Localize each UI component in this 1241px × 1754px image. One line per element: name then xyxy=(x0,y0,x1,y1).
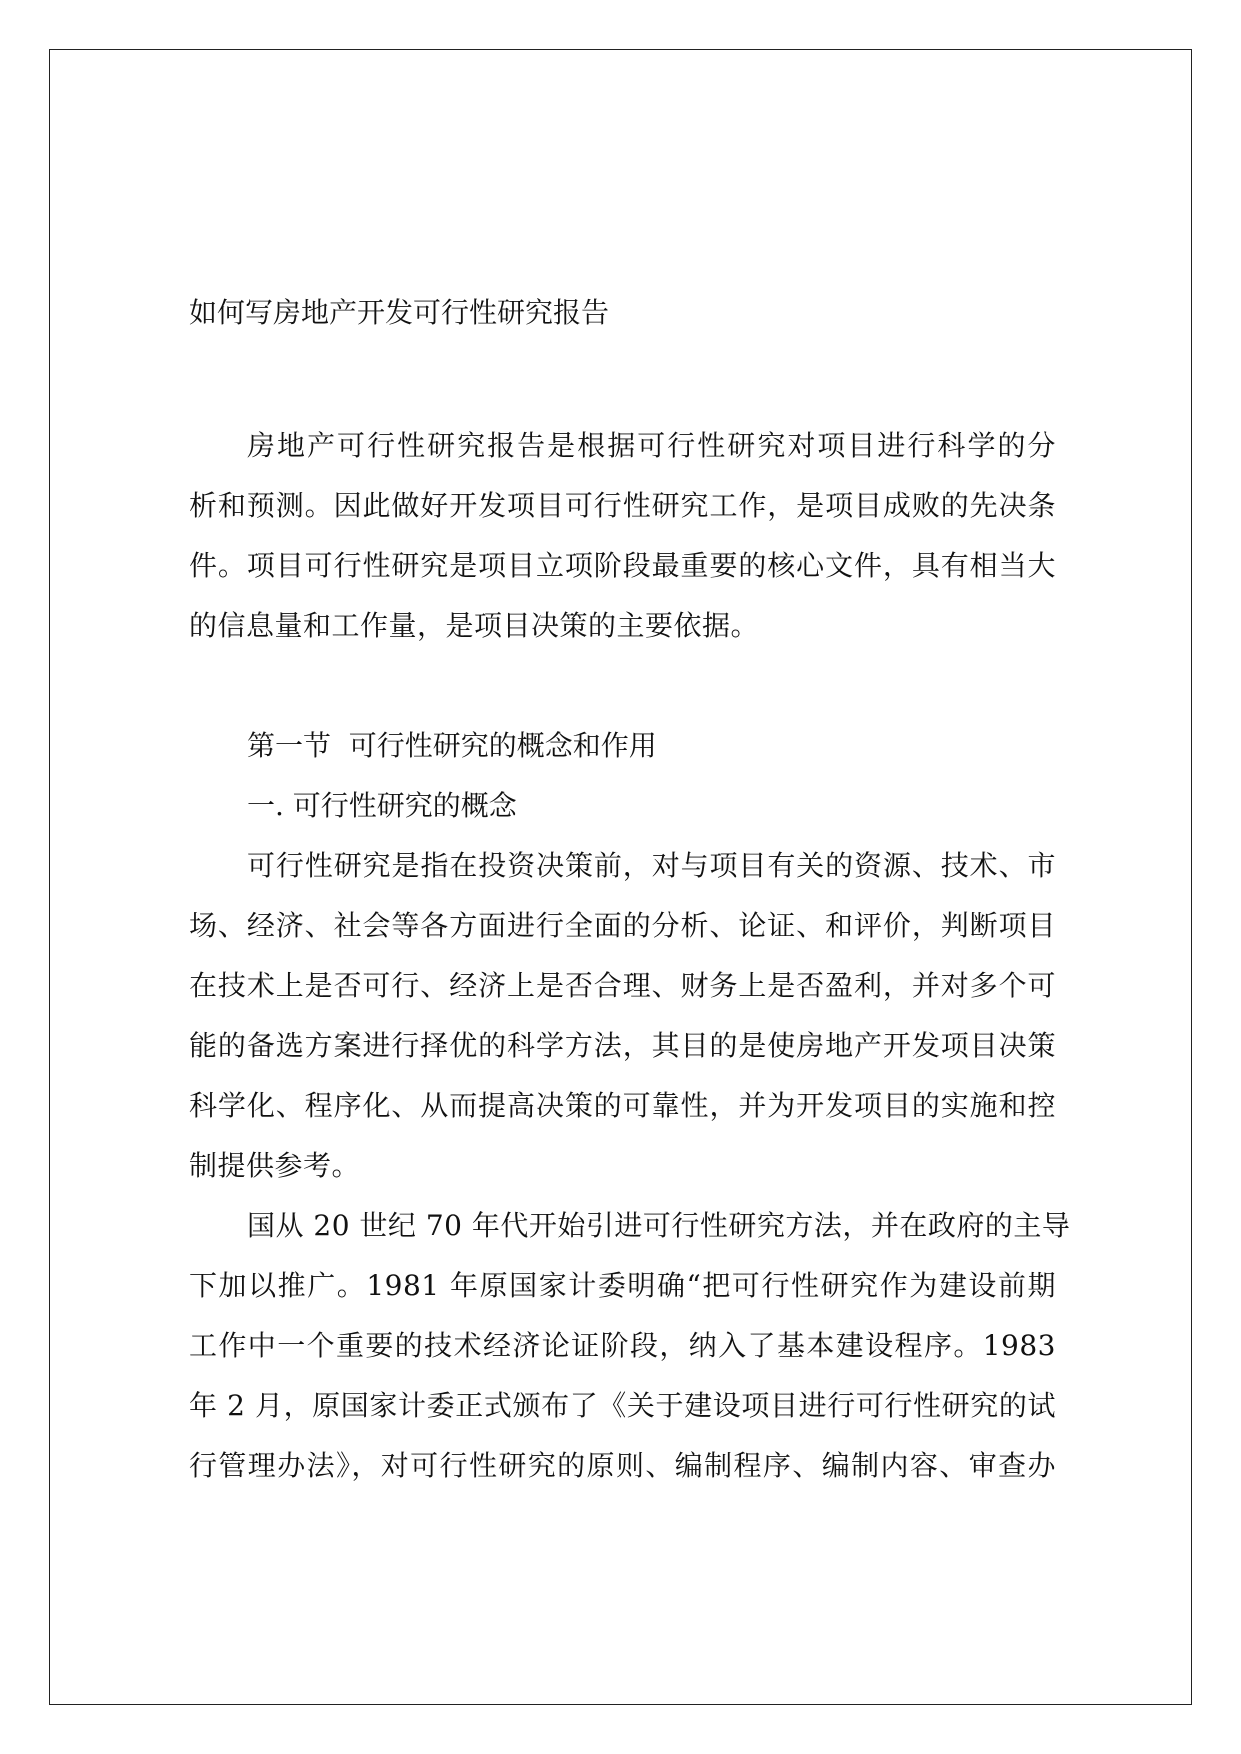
paragraph-line: 能的备选方案进行择优的科学方法，其目的是使房地产开发项目决策 xyxy=(189,1029,1056,1062)
paragraph-line: 国从 20 世纪 70 年代开始引进可行性研究方法，并在政府的主导 xyxy=(247,1209,1071,1242)
intro-line: 的信息量和工作量，是项目决策的主要依据。 xyxy=(189,609,760,642)
intro-line: 析和预测。因此做好开发项目可行性研究工作，是项目成败的先决条 xyxy=(189,489,1056,522)
paragraph-line: 下加以推广。1981 年原国家计委明确“把可行性研究作为建设前期 xyxy=(189,1269,1056,1302)
paragraph-line: 年 2 月，原国家计委正式颁布了《关于建设项目进行可行性研究的试 xyxy=(189,1389,1056,1422)
document-body xyxy=(189,288,1071,1496)
intro-line: 件。项目可行性研究是项目立项阶段最重要的核心文件，具有相当大 xyxy=(189,549,1056,582)
concept-paragraph xyxy=(189,836,1056,1196)
intro-paragraph xyxy=(189,416,1056,656)
paragraph-line: 科学化、程序化、从而提高决策的可靠性，并为开发项目的实施和控 xyxy=(189,1089,1056,1122)
intro-line: 房地产可行性研究报告是根据可行性研究对项目进行科学的分 xyxy=(247,429,1056,462)
paragraph-line: 工作中一个重要的技术经济论证阶段，纳入了基本建设程序。1983 xyxy=(189,1329,1056,1362)
spacer xyxy=(189,656,1056,716)
history-paragraph xyxy=(189,1196,1071,1496)
paragraph-line: 行管理办法》，对可行性研究的原则、编制程序、编制内容、审查办 xyxy=(189,1449,1056,1482)
paragraph-line: 制提供参考。 xyxy=(189,1149,361,1182)
document-title: 如何写房地产开发可行性研究报告 xyxy=(189,296,610,329)
paragraph-line: 在技术上是否可行、经济上是否合理、财务上是否盈利，并对多个可 xyxy=(189,969,1056,1002)
section-heading: 第一节 可行性研究的概念和作用 xyxy=(247,729,657,762)
subsection-heading: 一. 可行性研究的概念 xyxy=(247,789,517,822)
paragraph-line: 可行性研究是指在投资决策前，对与项目有关的资源、技术、市 xyxy=(247,849,1056,882)
paragraph-line: 场、经济、社会等各方面进行全面的分析、论证、和评价，判断项目 xyxy=(189,909,1056,942)
spacer xyxy=(189,338,1056,416)
